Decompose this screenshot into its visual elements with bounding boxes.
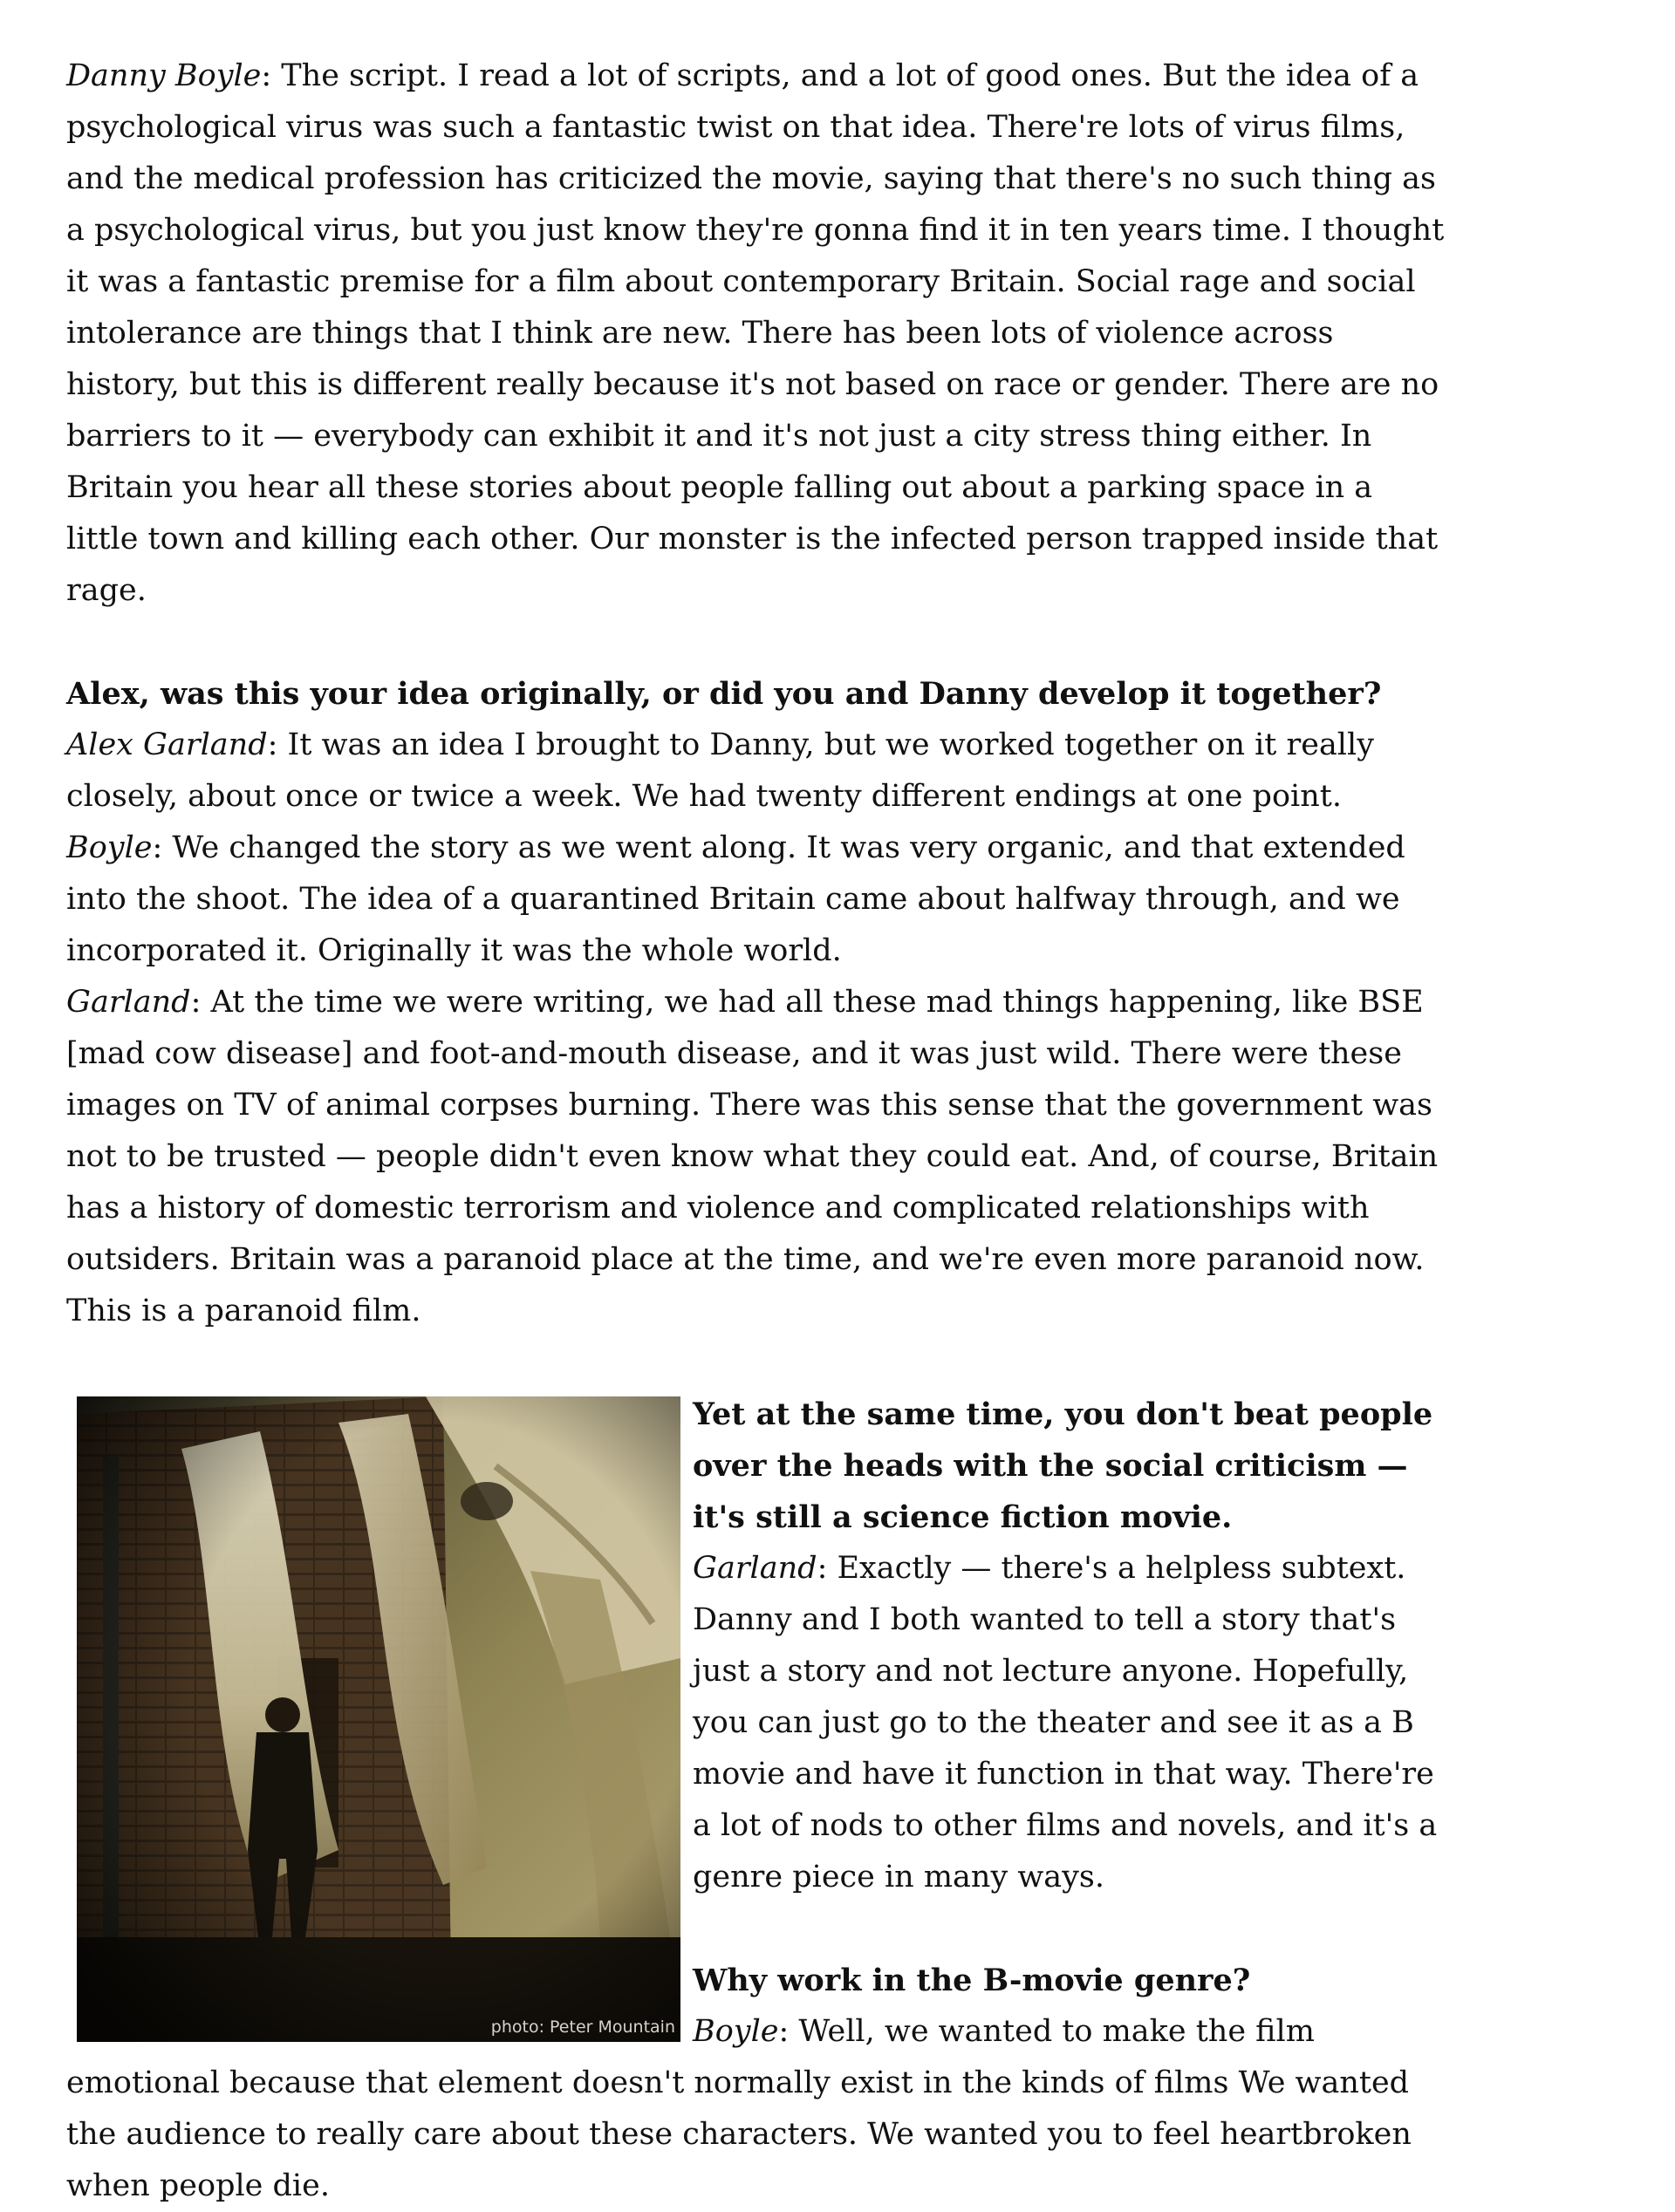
speaker-name: Alex Garland <box>66 727 268 762</box>
answer-paragraph <box>66 823 1445 977</box>
answer-paragraph <box>66 720 1445 823</box>
interview-question: Yet at the same time, you don't beat people over the heads with the social criticism — it's still a science fiction movie. <box>693 1396 1433 1535</box>
speaker-name: Boyle <box>66 830 153 865</box>
speaker-name: Garland <box>66 985 191 1020</box>
answer-paragraph <box>66 51 1445 617</box>
answer-text: : Exactly — there's a helpless subtext. Danny and I both wanted to tell a story that's just a story and not lecture anyone. Hopefully, you can just go to the theater and see it as a B movie and have it function in that way. There're a lot of nods to other films and novels, and it's a genre piece in many ways. <box>693 1551 1438 1895</box>
interview-question: Alex, was this your idea originally, or did you and Danny develop it together? <box>66 676 1382 712</box>
speaker-name: Boyle <box>693 2014 779 2049</box>
answer-text: : At the time we were writing, we had all these mad things happening, like BSE [mad cow disease] and foot-and-mouth disease, and it was just wild. There were these images on TV of animal corpses burning. There was this sense that the government was not to be trusted — people didn't even know what they could eat. And, of course, Britain has a history of domestic terrorism and violence and complicated relationships with outsiders. Britain was a paranoid place at the time, and we're even more paranoid now. This is a paranoid film. <box>66 985 1439 1328</box>
photo-illustration <box>77 1396 680 2042</box>
answer-text: : The script. I read a lot of scripts, and a lot of good ones. But the idea of a psychological virus was such a fantastic twist on that idea. There're lots of virus films, and the medical profession has criticized the movie, saying that there's no such thing as a psychological virus, but you just know they're gonna find it in ten years time. I thought it was a fantastic premise for a film about contemporary Britain. Social rage and social intolerance are things that I think are new. There has been lots of violence across history, but this is different really because it's not based on race or gender. There are no barriers to it — everybody can exhibit it and it's not just a city stress thing either. In Britain you hear all these stories about people falling out about a parking space in a little town and killing each other. Our monster is the infected person trapped inside that rage. <box>66 58 1445 608</box>
article-photo <box>77 1396 680 2042</box>
speaker-name: Garland <box>693 1551 817 1586</box>
answer-text: : We changed the story as we went along. It was very organic, and that extended into the shoot. The idea of a quarantined Britain came about halfway through, and we incorporated it. Originally it was the whole world. <box>66 830 1405 968</box>
paragraph-spacer <box>66 617 1445 668</box>
speaker-name: Danny Boyle <box>66 58 262 93</box>
answer-text: : Well, we wanted to make the film emotional because that element doesn't normally exist in the kinds of films We wanted the audience to really care about these characters. We wanted you to feel heartbroken when people die. <box>66 2014 1412 2203</box>
photo-credit: photo: Peter Mountain <box>490 2017 675 2037</box>
article-body <box>66 51 1445 2212</box>
answer-text: : It was an idea I brought to Danny, but we worked together on it really closely, about once or twice a week. We had twenty different endings at one point. <box>66 727 1374 814</box>
answer-paragraph <box>66 977 1445 1337</box>
interview-question: Why work in the B-movie genre? <box>693 1963 1251 1998</box>
paragraph-spacer <box>66 1337 1445 1389</box>
